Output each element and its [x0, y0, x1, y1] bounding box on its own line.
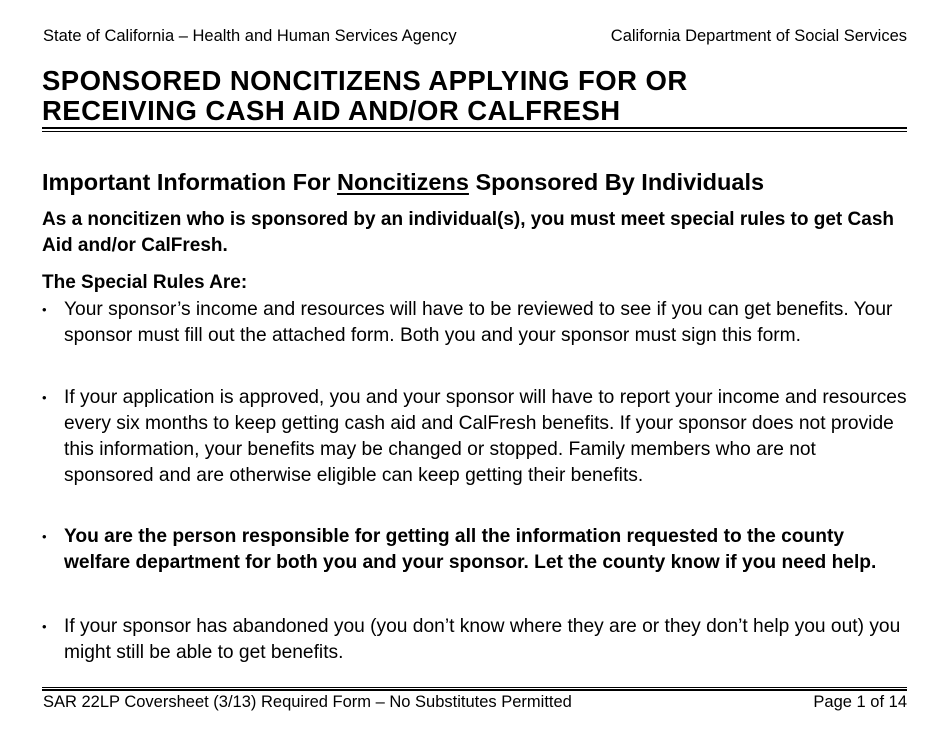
bullet-icon: • [42, 390, 47, 405]
rule-text: If your sponsor has abandoned you (you don’t know where they are or they don’t help you out) you might still be able to get benefits. [64, 616, 901, 663]
section-heading-underlined: Noncitizens [337, 169, 469, 195]
section-heading-start: Important Information For [42, 169, 338, 195]
department-name: California Department of Social Services [610, 27, 907, 45]
title-divider [42, 127, 907, 132]
form-title-line-1: SPONSORED NONCITIZENS APPLYING FOR OR [42, 65, 688, 96]
bullet-icon: • [42, 529, 47, 544]
section-heading-end: Sponsored By Individuals [468, 169, 765, 195]
rule-text: Your sponsor’s income and resources will have to be reviewed to see if you can get benefits. Your sponsor must fill out the attached form. Both you and your sponsor must sign this form. [64, 299, 893, 346]
rule-bullet [42, 524, 907, 576]
rule-text: If your application is approved, you and your sponsor will have to report your income and resources every six months to keep getting cash aid and CalFresh benefits. If your sponsor does not provide this information, your benefits may be changed or stopped. Family members who are not sponsored and are otherwise eligible can keep getting their benefits. [64, 387, 907, 486]
rules-heading: The Special Rules Are: [42, 272, 248, 293]
section-heading [42, 168, 764, 196]
bullet-icon: • [42, 619, 47, 634]
rule-bullet [42, 614, 907, 666]
rule-bullet [42, 297, 907, 349]
footer-divider [42, 687, 907, 691]
agency-name: State of California – Health and Human Services Agency [43, 27, 457, 45]
page-number: Page 1 of 14 [813, 693, 907, 711]
form-title [42, 66, 907, 126]
intro-paragraph: As a noncitizen who is sponsored by an individual(s), you must meet special rules to get Cash Aid and/or CalFresh. [42, 209, 895, 256]
form-title-line-2: RECEIVING CASH AID AND/OR CALFRESH [42, 95, 621, 126]
rule-bullet [42, 385, 907, 489]
form-identifier: SAR 22LP Coversheet (3/13) Required Form – No Substitutes Permitted [43, 693, 572, 711]
bullet-icon: • [42, 302, 47, 317]
rule-text: You are the person responsible for getting all the information requested to the county welfare department for both you and your sponsor. Let the county know if you need help. [64, 526, 877, 573]
